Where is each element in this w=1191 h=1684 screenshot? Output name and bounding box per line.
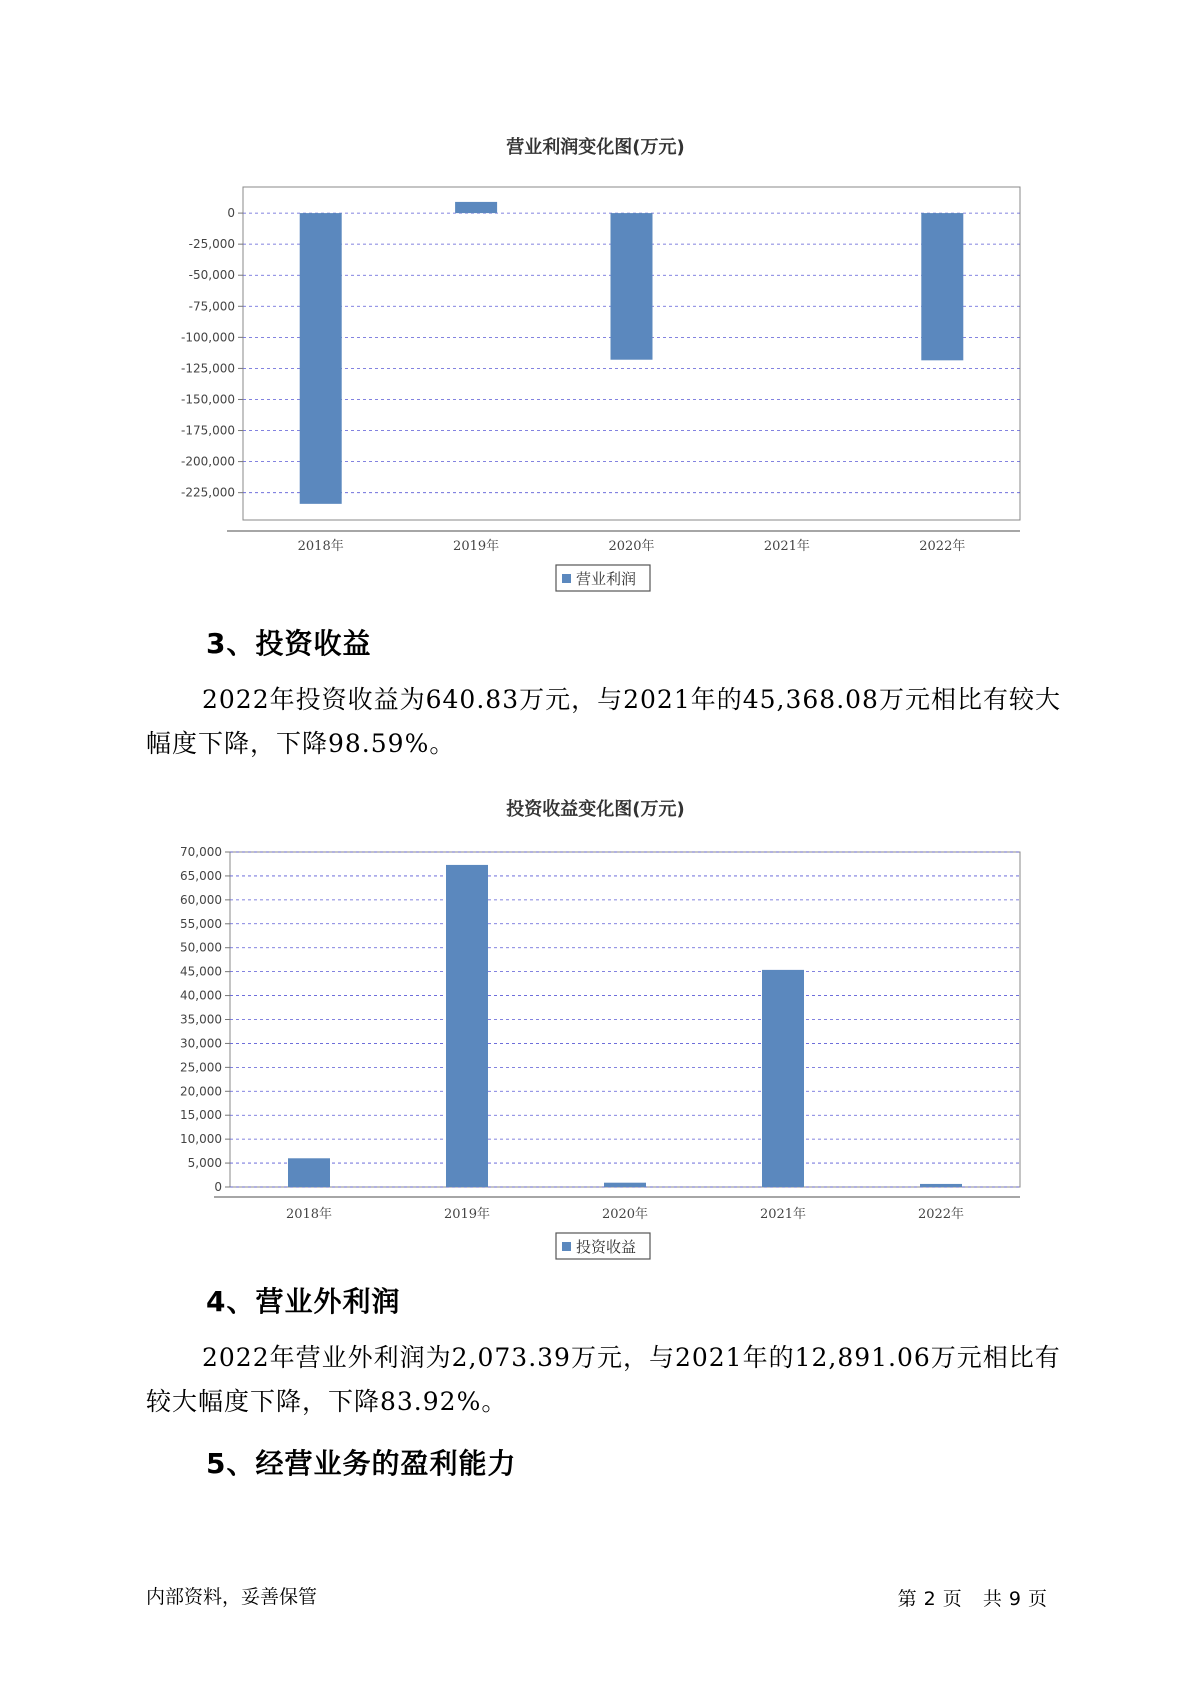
x-tick-label: 2022年	[917, 1207, 965, 1222]
y-tick-label: -25,000	[188, 237, 235, 252]
x-tick-label: 2022年	[919, 539, 966, 554]
y-tick-label: -225,000	[181, 485, 235, 500]
x-tick-label: 2019年	[443, 1207, 491, 1222]
bar-2018年	[288, 1158, 330, 1187]
legend-swatch	[562, 1242, 571, 1251]
footer-total-suffix: 页	[1027, 1588, 1048, 1610]
y-tick-label: 15,000	[180, 1108, 222, 1123]
plot-area	[230, 852, 1020, 1187]
legend-label: 投资收益	[576, 1238, 637, 1256]
y-tick-label: -175,000	[181, 423, 235, 438]
y-tick-label: 35,000	[180, 1012, 222, 1027]
section-3-heading: 3、投资收益	[206, 627, 372, 660]
footer-confidential-note: 内部资料，妥善保管	[146, 1586, 318, 1608]
y-tick-label: 60,000	[180, 892, 222, 907]
y-tick-label: 70,000	[180, 845, 222, 859]
footer-page-total: 9	[1008, 1588, 1022, 1610]
y-tick-label: -150,000	[181, 392, 235, 407]
y-tick-label: 45,000	[180, 964, 222, 979]
y-tick-label: 10,000	[180, 1132, 222, 1147]
y-tick-label: 50,000	[180, 940, 222, 955]
y-tick-label: 65,000	[180, 868, 222, 883]
x-tick-label: 2018年	[297, 539, 344, 554]
section-4-paragraph: 2022年营业外利润为2,073.39万元，与2021年的12,891.06万元相比有较大幅度下降，下降83.92%。	[146, 1343, 1061, 1416]
y-tick-label: 0	[227, 206, 235, 221]
y-tick-label: -50,000	[188, 268, 235, 283]
footer-page-number	[895, 1584, 1051, 1611]
bar-2021年	[762, 970, 804, 1187]
x-tick-label: 2019年	[453, 539, 500, 554]
bar-2019年	[446, 865, 488, 1187]
operating-profit-chart	[0, 170, 1191, 590]
bar-2020年	[604, 1183, 646, 1187]
footer-page-current: 2	[923, 1588, 937, 1610]
chart-title-operating-profit: 营业利润变化图(万元)	[506, 137, 685, 158]
legend-label: 营业利润	[576, 570, 637, 588]
y-tick-label: 5,000	[187, 1156, 222, 1171]
y-tick-label: 20,000	[180, 1084, 222, 1099]
x-tick-label: 2021年	[759, 1207, 807, 1222]
bar-2020年	[611, 213, 653, 360]
footer-page-pre: 第	[897, 1588, 918, 1610]
bar-2018年	[300, 213, 342, 504]
y-tick-label: 30,000	[180, 1036, 222, 1051]
section-4-heading: 4、营业外利润	[206, 1285, 401, 1318]
investment-income-chart	[0, 830, 1191, 1256]
chart-title-investment-income: 投资收益变化图(万元)	[506, 799, 685, 820]
y-tick-label: 55,000	[180, 916, 222, 931]
section-5-heading: 5、经营业务的盈利能力	[206, 1447, 517, 1480]
y-tick-label: 0	[214, 1180, 222, 1194]
bar-2022年	[920, 1184, 962, 1187]
footer-page-mid: 页	[942, 1588, 963, 1610]
x-tick-label: 2021年	[763, 539, 810, 554]
y-tick-label: -75,000	[188, 299, 235, 314]
y-tick-label: 40,000	[180, 988, 222, 1003]
y-tick-label: 25,000	[180, 1060, 222, 1075]
y-tick-label: -100,000	[181, 330, 235, 345]
legend-swatch	[562, 574, 571, 583]
x-tick-label: 2018年	[285, 1207, 333, 1222]
x-tick-label: 2020年	[608, 539, 655, 554]
y-tick-label: -200,000	[181, 454, 235, 469]
bar-2019年	[455, 202, 497, 213]
bar-2022年	[921, 213, 963, 360]
x-tick-label: 2020年	[601, 1207, 649, 1222]
section-3-paragraph: 2022年投资收益为640.83万元，与2021年的45,368.08万元相比有较大幅度下降，下降98.59%。	[146, 685, 1061, 758]
y-tick-label: -125,000	[181, 361, 235, 376]
footer-total-label: 共	[982, 1588, 1003, 1610]
